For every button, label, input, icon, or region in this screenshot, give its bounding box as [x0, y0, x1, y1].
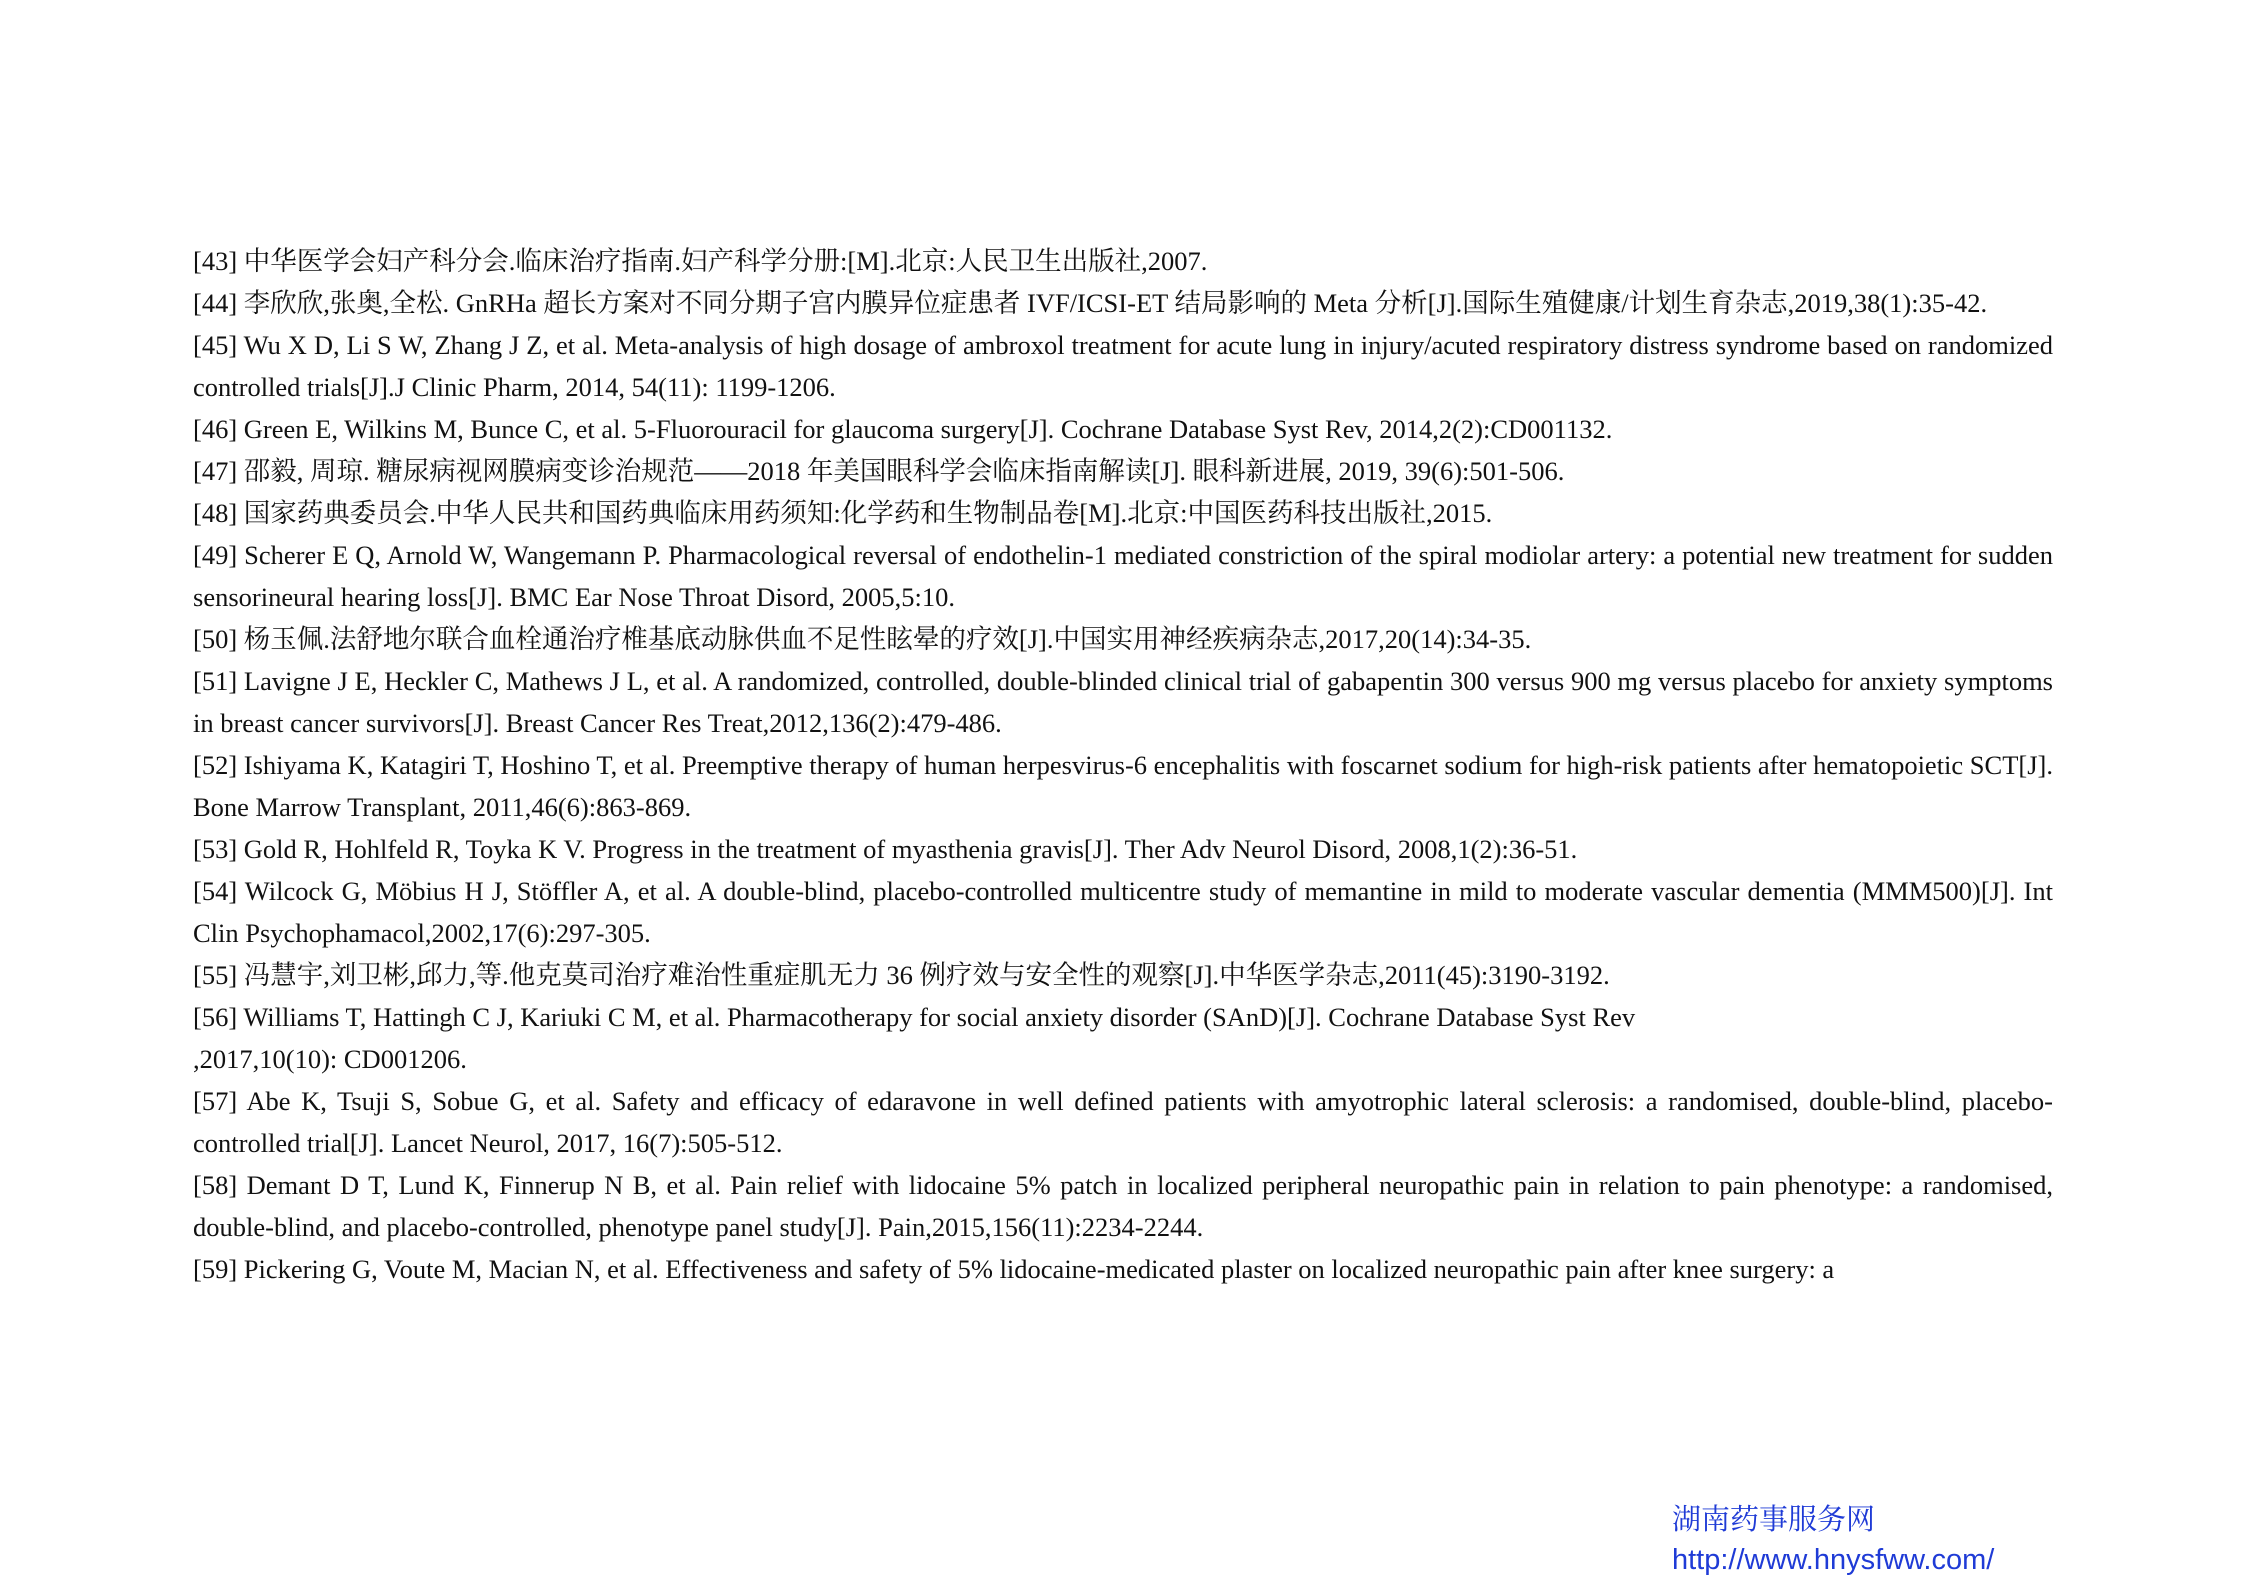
- reference-item: [193, 324, 2053, 408]
- reference-text: Abe K, Tsuji S, Sobue G, et al. Safety and efficacy of edaravone in well defined patients with amyotrophic lateral sclerosis: a randomised, double-blind, placebo-controlled trial[J]. Lancet Neurol, 2017, 16(7):505-512.: [193, 1086, 2053, 1158]
- reference-item: [193, 282, 2053, 324]
- reference-number: [52]: [193, 750, 238, 780]
- reference-text: Green E, Wilkins M, Bunce C, et al. 5-Fluorouracil for glaucoma surgery[J]. Cochrane Database Syst Rev, 2014,2(2):CD001132.: [243, 414, 1613, 444]
- reference-text: Demant D T, Lund K, Finnerup N B, et al. Pain relief with lidocaine 5% patch in localized peripheral neuropathic pain in relation to pain phenotype: a randomised, double-blind, and placebo-controlled, phenotype panel study[J]. Pain,2015,156(11):2234-2244.: [193, 1170, 2053, 1242]
- reference-number: [45]: [193, 330, 238, 360]
- reference-text: Pickering G, Voute M, Macian N, et al. Effectiveness and safety of 5% lidocaine-medicated plaster on localized neuropathic pain after knee surgery: a: [243, 1254, 1835, 1284]
- reference-number: [56]: [193, 1002, 238, 1032]
- reference-text: 冯慧宇,刘卫彬,邱力,等.他克莫司治疗难治性重症肌无力 36 例疗效与安全性的观察[J].中华医学杂志,2011(45):3190-3192.: [243, 960, 1610, 990]
- reference-text: Ishiyama K, Katagiri T, Hoshino T, et al. Preemptive therapy of human herpesvirus-6 encephalitis with foscarnet sodium for high-risk patients after hematopoietic SCT[J]. Bone Marrow Transplant, 2011,46(6):863-869.: [193, 750, 2053, 822]
- reference-text-continuation: ,2017,10(10): CD001206.: [193, 1044, 467, 1074]
- reference-item: [193, 408, 2053, 450]
- reference-text: 邵毅, 周琼. 糖尿病视网膜病变诊治规范——2018 年美国眼科学会临床指南解读[J]. 眼科新进展, 2019, 39(6):501-506.: [243, 456, 1565, 486]
- reference-number: [50]: [193, 624, 238, 654]
- reference-item: [193, 1080, 2053, 1164]
- reference-number: [57]: [193, 1086, 238, 1116]
- reference-list: [193, 240, 2053, 1290]
- reference-text: Lavigne J E, Heckler C, Mathews J L, et al. A randomized, controlled, double-blinded clinical trial of gabapentin 300 versus 900 mg versus placebo for anxiety symptoms in breast cancer survivors[J]. Breast Cancer Res Treat,2012,136(2):479-486.: [193, 666, 2053, 738]
- reference-text: 中华医学会妇产科分会.临床治疗指南.妇产科学分册:[M].北京:人民卫生出版社,2007.: [243, 246, 1208, 276]
- reference-text: Gold R, Hohlfeld R, Toyka K V. Progress in the treatment of myasthenia gravis[J]. Ther Adv Neurol Disord, 2008,1(2):36-51.: [243, 834, 1578, 864]
- reference-number: [54]: [193, 876, 238, 906]
- reference-number: [47]: [193, 456, 238, 486]
- reference-item: [193, 660, 2053, 744]
- reference-item: [193, 534, 2053, 618]
- reference-item: [193, 618, 2053, 660]
- reference-text: 国家药典委员会.中华人民共和国药典临床用药须知:化学药和生物制品卷[M].北京:中国医药科技出版社,2015.: [243, 498, 1493, 528]
- reference-item: [193, 828, 2053, 870]
- reference-text: Williams T, Hattingh C J, Kariuki C M, et al. Pharmacotherapy for social anxiety disorder (SAnD)[J]. Cochrane Database Syst Rev: [243, 1002, 1636, 1032]
- reference-number: [58]: [193, 1170, 238, 1200]
- reference-item: [193, 1164, 2053, 1248]
- reference-number: [49]: [193, 540, 238, 570]
- reference-item: [193, 450, 2053, 492]
- footer-site-name: 湖南药事服务网: [1672, 1504, 1876, 1536]
- reference-number: [43]: [193, 246, 238, 276]
- reference-text: Wilcock G, Möbius H J, Stöffler A, et al. A double-blind, placebo-controlled multicentre study of memantine in mild to moderate vascular dementia (MMM500)[J]. Int Clin Psychophamacol,2002,17(6):297-305.: [193, 876, 2053, 948]
- reference-number: [46]: [193, 414, 238, 444]
- reference-item: [193, 744, 2053, 828]
- reference-text: Wu X D, Li S W, Zhang J Z, et al. Meta-analysis of high dosage of ambroxol treatment for acute lung in injury/acuted respiratory distress syndrome based on randomized controlled trials[J].J Clinic Pharm, 2014, 54(11): 1199-1206.: [193, 330, 2053, 402]
- reference-number: [48]: [193, 498, 238, 528]
- reference-number: [53]: [193, 834, 238, 864]
- reference-number: [55]: [193, 960, 238, 990]
- reference-number: [44]: [193, 288, 238, 318]
- reference-item: [193, 492, 2053, 534]
- reference-item: [193, 954, 2053, 996]
- reference-text: Scherer E Q, Arnold W, Wangemann P. Pharmacological reversal of endothelin-1 mediated constriction of the spiral modiolar artery: a potential new treatment for sudden sensorineural hearing loss[J]. BMC Ear Nose Throat Disord, 2005,5:10.: [193, 540, 2053, 612]
- reference-number: [51]: [193, 666, 238, 696]
- reference-item: [193, 870, 2053, 954]
- reference-item: [193, 1248, 2053, 1290]
- reference-item: [193, 996, 2053, 1080]
- reference-text: 杨玉佩.法舒地尔联合血栓通治疗椎基底动脉供血不足性眩晕的疗效[J].中国实用神经疾病杂志,2017,20(14):34-35.: [243, 624, 1532, 654]
- reference-number: [59]: [193, 1254, 238, 1284]
- footer-site-url[interactable]: http://www.hnysfww.com/: [1672, 1544, 1995, 1576]
- reference-text: 李欣欣,张奥,全松. GnRHa 超长方案对不同分期子宫内膜异位症患者 IVF/ICSI-ET 结局影响的 Meta 分析[J].国际生殖健康/计划生育杂志,2019,38(1):35-42.: [243, 288, 1988, 318]
- footer-watermark: [1672, 1500, 1994, 1580]
- reference-item: [193, 240, 2053, 282]
